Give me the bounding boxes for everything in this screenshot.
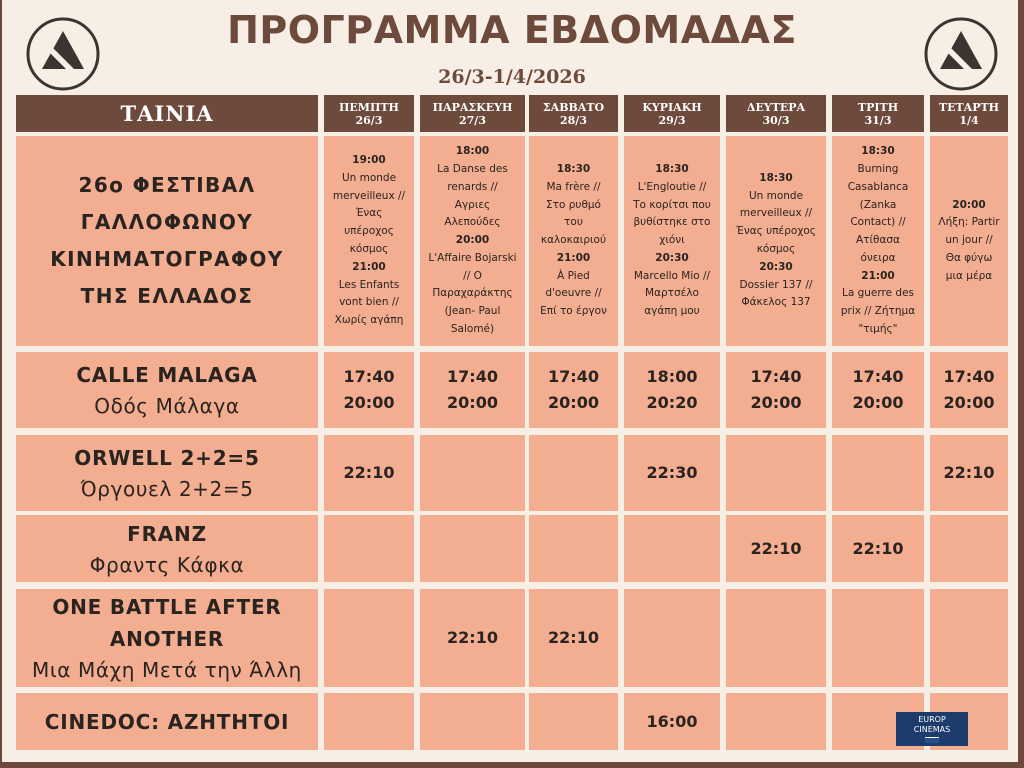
showtime: 22:10	[943, 463, 995, 482]
film-title: CINEDOC: ΑΖΗΤΗΤΟΙ	[44, 709, 290, 734]
showtime-cell	[832, 352, 924, 428]
screening	[841, 268, 915, 339]
screening-time: 18:30	[759, 171, 793, 184]
screening-title-line: βυθίστηκε στο	[633, 216, 711, 229]
showtime-cell	[624, 352, 720, 428]
screening	[848, 143, 909, 268]
film-title: CALLE MALAGA	[76, 363, 258, 387]
showtime-cell	[420, 435, 525, 511]
day-date: 28/3	[560, 113, 587, 127]
screening-title-line: merveilleux //	[332, 189, 406, 202]
film-title-cell	[16, 693, 318, 750]
showtime-cell	[726, 693, 826, 750]
showtime-cell	[324, 693, 414, 750]
screening-title-line: κόσμος	[756, 243, 796, 255]
screening-title-line: "τιμής"	[858, 323, 898, 336]
day-header-2	[420, 95, 525, 132]
screening-title-line: Ατίθασα	[856, 234, 900, 247]
festival-title	[50, 167, 283, 315]
film-title-cell	[16, 589, 318, 687]
showtime: 20:00	[750, 393, 802, 412]
showtime-cell	[529, 515, 618, 582]
screening-title-line: Les Enfants	[338, 278, 400, 291]
screening-title-line: La Danse des	[437, 162, 508, 175]
screening	[540, 250, 607, 321]
screening-title-line: καλοκαιριού	[540, 234, 607, 247]
showtime-cell	[529, 352, 618, 428]
screening-time: 21:00	[556, 251, 591, 264]
showtime-cell	[420, 515, 525, 582]
screening-title-line: Un monde	[341, 171, 397, 184]
screening-time: 18:00	[455, 145, 490, 158]
screening-time: 20:00	[455, 234, 490, 247]
screening-time: 19:00	[352, 154, 386, 167]
showtime-cell	[624, 589, 720, 687]
day-name: ΤΡΙΤΗ	[857, 100, 899, 114]
showtime-cell	[420, 693, 525, 750]
screening-title-line: La guerre des	[841, 287, 914, 300]
showtime-cell	[624, 435, 720, 511]
screening-title-line: Salomé)	[450, 323, 495, 336]
screening-title-line: (Jean- Paul	[444, 305, 501, 318]
showtime-cell	[420, 589, 525, 687]
film-column-header: ΤΑΙΝΙΑ	[16, 95, 318, 132]
showtime: 22:10	[750, 538, 802, 558]
screening	[333, 152, 405, 259]
screening-title-line: Το κορίτσι που	[633, 198, 711, 211]
festival-title-line: 26ο ΦΕΣΤΙΒΑΛ	[78, 173, 256, 197]
day-date: 26/3	[355, 113, 383, 127]
film-title-cell	[16, 435, 318, 511]
showtime-cell	[324, 589, 414, 687]
screening-title-line: Χωρίς αγάπη	[334, 314, 404, 327]
showtime: 20:20	[646, 393, 698, 412]
screening-title-line: Burning	[857, 162, 899, 175]
showtime: 17:40	[548, 367, 599, 386]
screening-title-line: Επί το έργον	[540, 305, 607, 318]
festival-cell-3	[529, 136, 618, 346]
screening-time: 18:30	[655, 162, 689, 175]
screening-title-line: Παραχαράκτης	[432, 287, 513, 300]
showtime-cell	[324, 515, 414, 582]
screening-title-line: υπέροχος	[344, 225, 394, 238]
screening-title-line: Θα φύγω	[945, 251, 993, 264]
screening-title-line: merveilleux //	[739, 207, 813, 220]
showtime-cell	[832, 435, 924, 511]
showtime: 17:40	[852, 367, 904, 386]
showtime-cell	[930, 515, 1008, 582]
film-title-cell	[16, 352, 318, 428]
cinema-logo-icon	[26, 17, 100, 91]
showtime: 17:40	[750, 367, 802, 386]
europa-cinemas-logo-icon	[925, 737, 939, 743]
screening-title-line: d'oeuvre //	[545, 287, 602, 300]
day-name: ΔΕΥΤΕΡΑ	[746, 100, 806, 114]
screening-title-line: Dossier 137 //	[739, 278, 813, 291]
screening-time: 20:00	[952, 198, 986, 211]
showtime: 20:00	[447, 393, 498, 412]
screening-title-line: (Zanka	[859, 198, 897, 211]
screening-title-line: vont bien //	[339, 296, 399, 309]
day-name: ΚΥΡΙΑΚΗ	[642, 100, 702, 114]
film-title-cell	[16, 515, 318, 582]
festival-title-line: ΚΙΝΗΜΑΤΟΓΡΑΦΟΥ	[50, 247, 284, 271]
screening-title-line: Λήξη: Partir	[938, 216, 1000, 229]
showtime-cell	[832, 515, 924, 582]
showtime: 16:00	[646, 711, 698, 731]
cinema-logo-icon	[924, 17, 998, 91]
showtime: 17:40	[343, 367, 395, 386]
screening-time: 21:00	[861, 269, 895, 282]
date-range: 26/3-1/4/2026	[438, 66, 586, 88]
showtime: 22:30	[646, 463, 698, 482]
festival-title-line: ΓΑΛΛΟΦΩΝΟΥ	[80, 210, 254, 234]
showtime: 17:40	[943, 367, 995, 386]
day-name: ΣΑΒΒΑΤΟ	[542, 100, 605, 114]
showtime-cell	[726, 352, 826, 428]
screening-title-line: αγάπη μου	[644, 305, 700, 318]
screening	[634, 250, 710, 321]
day-header-4	[624, 95, 720, 132]
showtime: 20:00	[943, 393, 995, 412]
day-header-7	[930, 95, 1008, 132]
screening-title-line: Contact) //	[850, 216, 906, 229]
screening	[541, 161, 606, 250]
film-title: ANOTHER	[109, 627, 225, 651]
showtime-cell	[832, 589, 924, 687]
screening	[633, 161, 711, 250]
europa-cinemas-badge: EUROP CINEMAS	[896, 712, 968, 746]
screening-title-line: L'Affaire Bojarski	[428, 251, 517, 264]
day-date: 29/3	[658, 113, 686, 127]
screening-title-line: όνειρα	[860, 251, 896, 264]
showtime-cell	[624, 693, 720, 750]
showtime: 18:00	[646, 367, 698, 386]
screening-title-line: χιόνι	[659, 234, 685, 247]
day-name: ΤΕΤΑΡΤΗ	[938, 100, 1000, 114]
screening-title-line: μια μέρα	[945, 269, 993, 282]
day-date: 27/3	[459, 113, 486, 127]
festival-title-cell	[16, 136, 318, 346]
screening-title-line: Μαρτσέλο	[645, 287, 699, 300]
page-title: ΠΡΟΓΡΑΜΜΑ ΕΒΔΟΜΑΔΑΣ	[227, 8, 797, 52]
festival-cell-5	[726, 136, 826, 346]
screening-title-line: Ένας υπέροχος	[736, 225, 816, 238]
festival-cell-4	[624, 136, 720, 346]
screening-title-line: Φάκελος 137	[741, 296, 811, 309]
film-greek-title: Φραντς Κάφκα	[89, 552, 245, 577]
day-header-3	[529, 95, 618, 132]
screening-title-line: // Ο	[463, 269, 482, 282]
showtime-cell	[726, 435, 826, 511]
screening	[335, 259, 404, 330]
day-header-1	[324, 95, 414, 132]
screening-time: 18:30	[861, 145, 895, 158]
showtime-cell	[529, 435, 618, 511]
film-greek-title: Οδός Μάλαγα	[94, 394, 240, 418]
screening-title-line: Casablanca	[847, 180, 909, 193]
showtime-cell	[624, 515, 720, 582]
screening-time: 20:30	[759, 260, 793, 273]
screening	[736, 170, 816, 259]
film-greek-title: Όργουελ 2+2=5	[80, 477, 254, 501]
screening-time: 20:30	[655, 251, 689, 264]
showtime-cell	[420, 352, 525, 428]
screening-title-line: του	[564, 216, 583, 229]
showtime-cell	[726, 589, 826, 687]
screening-title-line: L'Engloutie //	[637, 180, 707, 193]
screening-title-line: un jour //	[945, 234, 993, 247]
screening	[437, 143, 508, 232]
screening-title-line: Marcello Mio //	[633, 269, 711, 282]
day-name: ΠΕΜΠΤΗ	[339, 100, 399, 114]
screening-title-line: Στο ρυθμό	[545, 198, 601, 211]
day-date: 1/4	[959, 113, 979, 127]
showtime-cell	[726, 515, 826, 582]
film-title: ONE BATTLE AFTER	[52, 595, 282, 619]
film-title: ORWELL 2+2=5	[74, 446, 260, 470]
festival-cell-1	[324, 136, 414, 346]
showtime: 20:00	[343, 393, 395, 412]
showtime: 22:10	[447, 628, 498, 647]
screening-title-line: Ένας	[355, 207, 383, 220]
showtime-cell	[529, 589, 618, 687]
showtime-cell	[930, 435, 1008, 511]
film-title: FRANZ	[127, 521, 207, 546]
day-header-5	[726, 95, 826, 132]
screening-title-line: Ma frère //	[546, 180, 601, 193]
festival-cell-6	[832, 136, 924, 346]
screening-time: 18:30	[556, 162, 591, 175]
showtime-cell	[324, 352, 414, 428]
screening-title-line: À Pied	[557, 269, 590, 282]
film-greek-title: Μια Μάχη Μετά την Άλλη	[32, 658, 302, 682]
showtime-cell	[930, 589, 1008, 687]
screening	[740, 259, 813, 312]
festival-cell-7	[930, 136, 1008, 346]
showtime: 17:40	[447, 367, 498, 386]
festival-title-line: ΤΗΣ ΕΛΛΑΔΟΣ	[80, 284, 254, 308]
screening-title-line: Un monde	[748, 189, 804, 202]
showtime: 20:00	[852, 393, 904, 412]
screening-title-line: renards //	[447, 180, 498, 193]
screening-title-line: Αλεπούδες	[444, 216, 501, 229]
day-header-6	[832, 95, 924, 132]
showtime: 22:10	[548, 628, 599, 647]
showtime-cell	[930, 352, 1008, 428]
screening-title-line: Αγριες	[454, 198, 491, 211]
showtime: 20:00	[548, 393, 599, 412]
showtime: 22:10	[343, 463, 395, 482]
day-date: 30/3	[762, 113, 790, 127]
festival-cell-2	[420, 136, 525, 346]
showtime: 22:10	[852, 538, 904, 558]
day-name: ΠΑΡΑΣΚΕΥΗ	[432, 100, 513, 114]
screening-title-line: κόσμος	[349, 243, 389, 255]
showtime-cell	[529, 693, 618, 750]
screening-title-line: prix // Ζήτημα	[840, 305, 916, 318]
screening-time: 21:00	[352, 260, 386, 273]
screening	[938, 197, 999, 286]
screening	[428, 232, 516, 339]
day-date: 31/3	[864, 113, 892, 127]
showtime-cell	[324, 435, 414, 511]
